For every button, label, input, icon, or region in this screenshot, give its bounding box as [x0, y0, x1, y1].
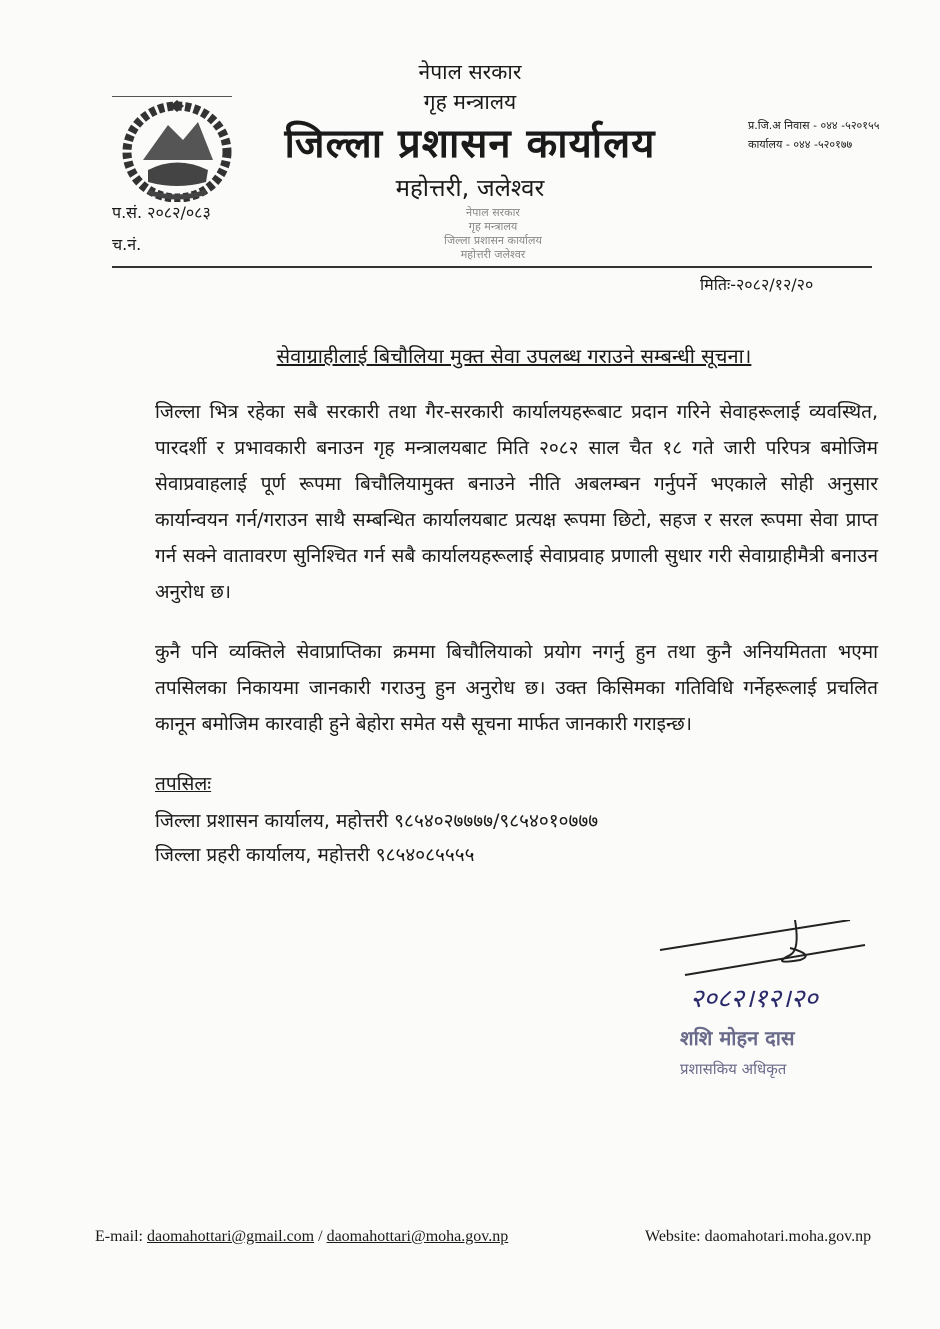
- reference-number: प.सं. २०८२/०८३: [112, 203, 211, 222]
- phone-cdo: प्र.जि.अ निवास - ०४४ -५२०१५५: [748, 119, 880, 132]
- notice-body: [150, 340, 878, 872]
- signatory-name-stamp: शशि मोहन दास: [680, 1026, 795, 1050]
- details-heading: तपसिलः: [155, 773, 212, 795]
- office-name: जिल्ला प्रशासन कार्यालय: [284, 121, 656, 167]
- email-link-moha[interactable]: daomahottari@moha.gov.np: [326, 1228, 509, 1245]
- seal-line: महोत्तरी जलेश्वर: [460, 248, 526, 261]
- email-link-gmail[interactable]: daomahottari@gmail.com: [146, 1228, 315, 1245]
- notice-title: सेवाग्राहीलाई बिचौलिया मुक्त सेवा उपलब्ध गराउने सम्बन्धी सूचना।: [276, 344, 752, 368]
- seal-line: जिल्ला प्रशासन कार्यालय: [444, 234, 542, 247]
- nepal-emblem-logo: [118, 100, 236, 202]
- footer-email: [95, 1226, 508, 1248]
- email-label: E-mail:: [95, 1228, 143, 1245]
- signatory-designation-stamp: प्रशासकिय अधिकृत: [680, 1060, 787, 1078]
- contact-district-administration: जिल्ला प्रशासन कार्यालय, महोत्तरी ९८५४०२७७७७/९८५४०१०७७७: [155, 810, 599, 832]
- seal-line: नेपाल सरकार: [466, 206, 520, 219]
- office-location: महोत्तरी, जलेश्वर: [395, 174, 545, 202]
- government-name: नेपाल सरकार: [418, 60, 522, 84]
- letter-date: मितिः-२०८२/१२/२०: [700, 275, 814, 294]
- phone-office: कार्यालय - ०४४ -५२०१७७: [748, 138, 853, 151]
- notice-paragraph-2: कुनै पनि व्यक्तिले सेवाप्राप्तिका क्रममा बिचौलियाको प्रयोग नगर्नु हुन तथा कुनै अनियमितता भएमा तपसिलका निकायमा जानकारी गराउनु हुन अनुरोध छ। उक्त किसिमका गतिविधि गर्नेहरूलाई प्रचलित कानून बमोजिम कारवाही हुने बेहोरा समेत यसै सूचना मार्फत जानकारी गराइन्छ।: [155, 641, 878, 735]
- dispatch-number: च.नं.: [112, 235, 142, 254]
- office-seal-stamp: [418, 206, 568, 262]
- footer-website: Website: daomahotari.moha.gov.np: [645, 1228, 872, 1245]
- seal-line: गृह मन्त्रालय: [468, 220, 518, 233]
- logo-divider: [112, 96, 232, 97]
- header-divider: [112, 266, 872, 268]
- notice-paragraph-1: जिल्ला भित्र रहेका सबै सरकारी तथा गैर-सरकारी कार्यालयहरूबाट प्रदान गरिने सेवाहरूलाई व्यवस्थित, पारदर्शी र प्रभावकारी बनाउन गृह मन्त्रालयबाट मिति २०८२ साल चैत १८ गते जारी परिपत्र बमोजिम सेवाप्रवाहलाई पूर्ण रूपमा बिचौलियामुक्त बनाउने नीति अबलम्बन गर्नुपर्ने भएकाले सोही अनुसार कार्यान्वयन गर्न/गराउन साथै सम्बन्धित कार्यालयबाट प्रत्यक्ष रूपमा छिटो, सहज र सरल रूपमा सेवा प्राप्त गर्न सक्ने वातावरण सुनिश्चित गर्न सबै कार्यालयहरूलाई सेवाप्रवाह प्रणाली सुधार गरी सेवाग्राहीमैत्री बनाउन अनुरोध छ।: [155, 401, 878, 603]
- contact-district-police: जिल्ला प्रहरी कार्यालय, महोत्तरी ९८५४०८५५५५: [155, 844, 475, 866]
- signature-date: २०८२।१२।२०: [690, 984, 818, 1014]
- email-separator: /: [318, 1228, 323, 1245]
- ministry-name: गृह मन्त्रालय: [423, 90, 517, 114]
- phone-numbers: [748, 116, 879, 154]
